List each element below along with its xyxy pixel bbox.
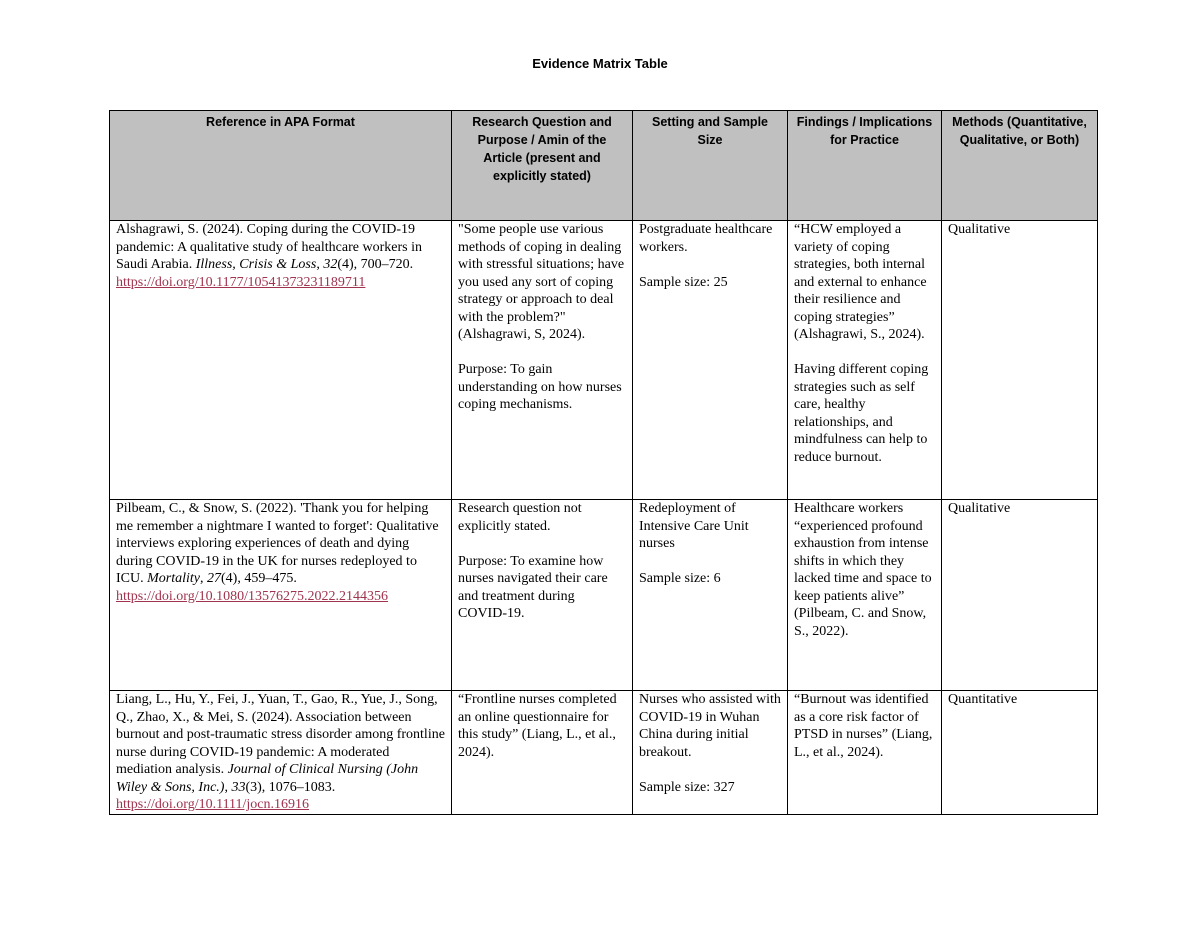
journal-name: Journal of Clinical Nursing (John Wiley & Sons, Inc.) <box>116 762 419 795</box>
findings-cell <box>788 691 942 815</box>
sample-size-text: Sample size: 25 <box>639 274 728 290</box>
header-setting-sample: Setting and Sample Size <box>633 111 788 221</box>
doi-link[interactable]: https://doi.org/10.1080/13576275.2022.2144356 <box>116 588 388 604</box>
reference-cell <box>110 691 452 815</box>
document-title: Evidence Matrix Table <box>532 56 668 71</box>
reference-pages: (3), 1076–1083. <box>245 779 336 795</box>
findings-cell <box>788 500 942 691</box>
setting-cell <box>633 500 788 691</box>
reference-separator: , <box>200 571 208 586</box>
journal-volume: 32 <box>323 257 338 272</box>
findings-text: “HCW employed a variety of coping strategies, both internal and external to enhance their resilience and coping strategies” (Alshagrawi, S., 2024). <box>794 222 927 342</box>
reference-separator: , <box>224 779 232 795</box>
header-findings: Findings / Implications for Practice <box>788 111 942 221</box>
reference-text: Alshagrawi, S. (2024). Coping during the COVID-19 pandemic: A qualitative study of healthcare workers in Saudi Arabia. <box>116 222 422 272</box>
evidence-matrix-table <box>109 110 1098 815</box>
methods-cell: Qualitative <box>942 500 1098 691</box>
research-question-cell <box>452 221 633 500</box>
sample-size-text: Sample size: 327 <box>639 779 735 795</box>
doi-link[interactable]: https://doi.org/10.1111/jocn.16916 <box>116 797 310 812</box>
journal-volume: 27 <box>207 571 222 586</box>
table-row <box>110 691 1098 815</box>
findings-text: Healthcare workers “experienced profound exhaustion from intense shifts in which they lacked time and space to keep patients alive” (Pilbeam, C. and Snow, S., 2022). <box>794 501 932 639</box>
findings-cell <box>788 221 942 500</box>
reference-pages: (4), 700–720. <box>337 257 414 272</box>
setting-text: Postgraduate healthcare workers. <box>639 222 773 255</box>
reference-pages: (4), 459–475. <box>221 571 297 586</box>
doi-link[interactable]: https://doi.org/10.1177/10541373231189711 <box>116 274 366 290</box>
research-question-text: "Some people use various methods of coping in dealing with stressful situations; have you used any sort of coping strategy or approach to deal with the problem?" (Alshagrawi, S, 2024). <box>458 222 625 342</box>
purpose-text: Purpose: To gain understanding on how nurses coping mechanisms. <box>458 362 622 412</box>
reference-text: Pilbeam, C., & Snow, S. (2022). 'Thank you for helping me remember a nightmare I wanted to forget': Qualitative interviews exploring experiences of death and dying during COVID-19 in the UK for nurses redeployed to ICU. <box>116 501 439 586</box>
journal-volume: 33 <box>231 779 246 795</box>
setting-cell <box>633 221 788 500</box>
setting-text: Redeployment of Intensive Care Unit nurses <box>639 501 749 551</box>
research-question-cell <box>452 500 633 691</box>
methods-cell: Quantitative <box>942 691 1098 815</box>
header-research-question: Research Question and Purpose / Amin of the Article (present and explicitly stated) <box>452 111 633 221</box>
table-row <box>110 221 1098 500</box>
sample-size-text: Sample size: 6 <box>639 571 721 586</box>
reference-cell <box>110 500 452 691</box>
research-question-cell <box>452 691 633 815</box>
reference-cell <box>110 221 452 500</box>
setting-cell <box>633 691 788 815</box>
table-row <box>110 500 1098 691</box>
purpose-text: Purpose: To examine how nurses navigated their care and treatment during COVID-19. <box>458 553 608 621</box>
reference-separator: , <box>316 257 324 272</box>
setting-text: Nurses who assisted with COVID-19 in Wuhan China during initial breakout. <box>639 692 781 760</box>
header-methods: Methods (Quantitative, Qualitative, or Both) <box>942 111 1098 221</box>
table-header-row <box>110 111 1098 221</box>
implications-text: Having different coping strategies such as self care, healthy relationships, and mindfulness can help to reduce burnout. <box>794 362 929 465</box>
reference-text: Liang, L., Hu, Y., Fei, J., Yuan, T., Gao, R., Yue, J., Song, Q., Zhao, X., & Mei, S. (2024). Association between burnout and post-traumatic stress disorder among frontline nurse during COVID-19 pandemic: A moderated mediation analysis. <box>116 692 445 777</box>
journal-name: Illness, Crisis & Loss <box>195 257 317 272</box>
research-question-text: Research question not explicitly stated. <box>458 501 582 534</box>
findings-text: “Burnout was identified as a core risk factor of PTSD in nurses” (Liang, L., et al., 2024). <box>794 692 933 760</box>
research-question-text: “Frontline nurses completed an online questionnaire for this study” (Liang, L., et al., 2024). <box>458 692 617 760</box>
journal-name: Mortality <box>147 571 201 586</box>
header-reference: Reference in APA Format <box>110 111 452 221</box>
methods-cell: Qualitative <box>942 221 1098 500</box>
